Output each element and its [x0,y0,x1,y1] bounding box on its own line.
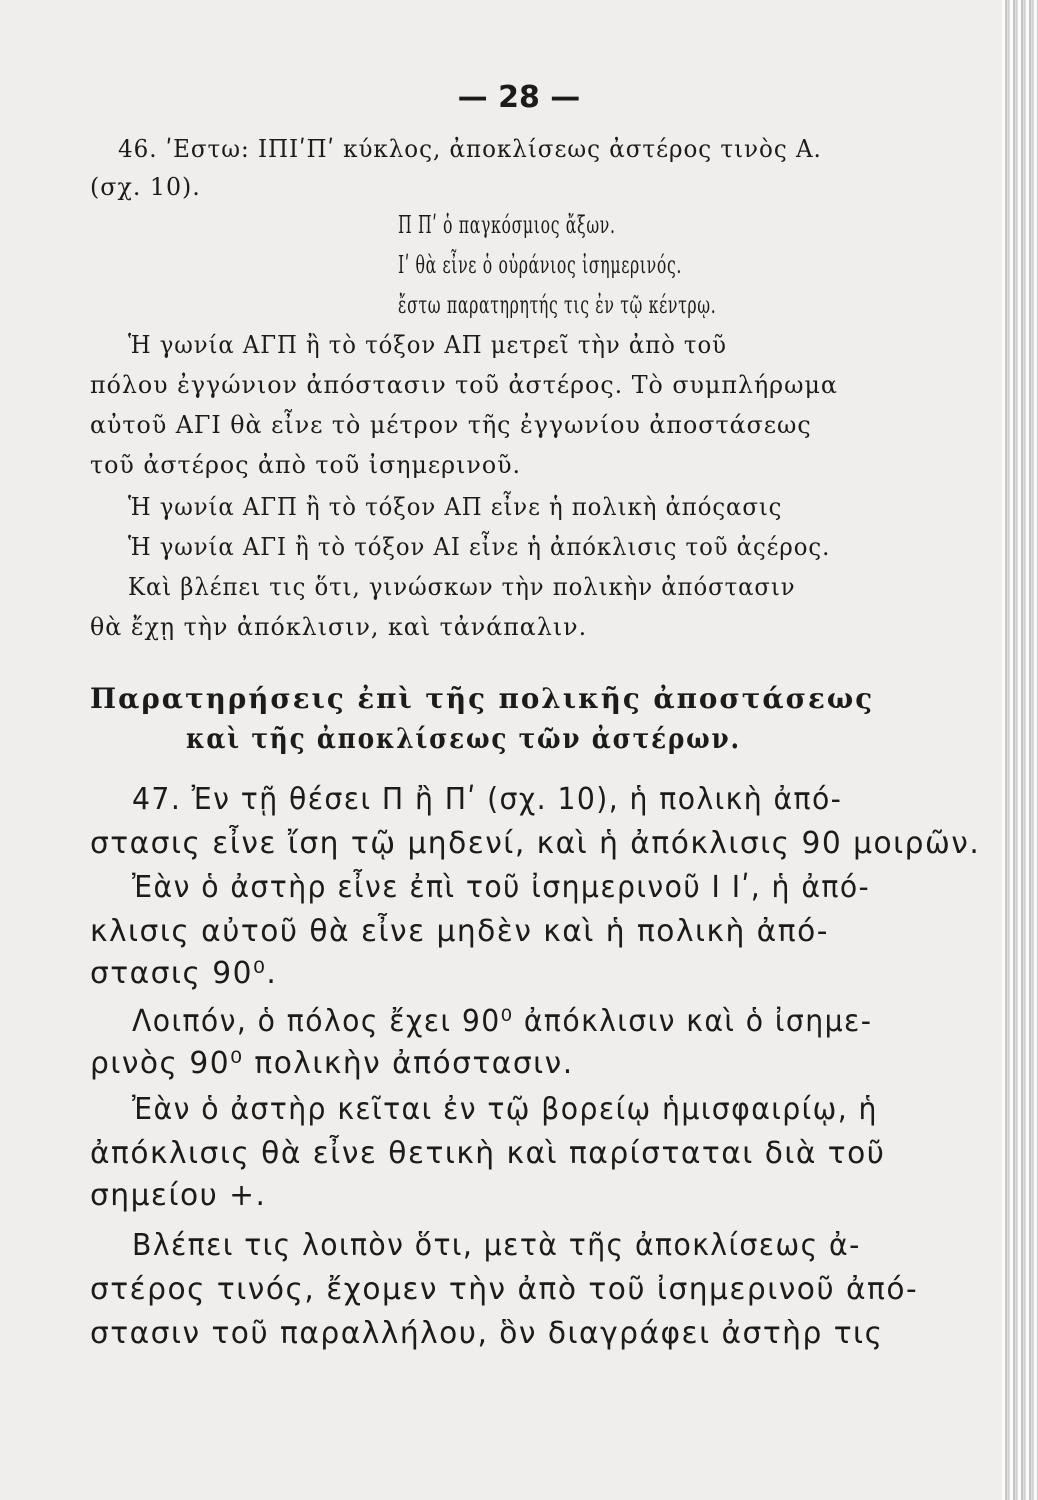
text-line: Ἡ γωνία ΑΓΠ ἢ τὸ τόξον ΑΠ εἶνε ἡ πολικὴ ἀπόςασις [128,493,783,521]
page-edge [1002,0,1038,1500]
text-line: Ἐὰν ὁ ἀστὴρ εἶνε ἐπὶ τοῦ ἰσημερινοῦ Ι Ιʹ, ἡ ἀπό- [132,870,871,905]
text-line: στασιν τοῦ παραλλήλου, ὃν διαγράφει ἀστὴρ τις [90,1316,884,1351]
text-line: Ἡ γωνία ΑΓΠ ἢ τὸ τόξον ΑΠ μετρεῖ τὴν ἀπὸ τοῦ [128,331,727,359]
text-line: θὰ ἔχῃ τὴν ἀπόκλισιν, καὶ τἀνάπαλιν. [90,613,588,641]
text-line: ρινὸς 90⁰ πολικὴν ἀπόστασιν. [90,1046,574,1081]
text-line: Καὶ βλέπει τις ὅτι, γινώσκων τὴν πολικὴν ἀπόστασιν [128,573,796,601]
text-line: σημείου +. [90,1178,267,1213]
section-heading-line-1: Παρατηρήσεις ἐπὶ τῆς πολικῆς ἀποστάσεως [90,682,875,715]
page-number: — 28 — [457,80,581,115]
text-line: Βλέπει τις λοιπὸν ὅτι, μετὰ τῆς ἀποκλίσεως ἀ- [132,1228,861,1263]
text-line: στασις εἶνε ἴση τῷ μηδενί, καὶ ἡ ἀπόκλισις 90 μοιρῶν. [90,826,981,861]
text-line: 46. ʹΕστω: ΙΠΙʹΠʹ κύκλος, ἀποκλίσεως ἀστέρος τινὸς Α. [118,135,822,163]
text-line: (σχ. 10). [90,173,201,201]
text-line: τοῦ ἀστέρος ἀπὸ τοῦ ἰσημερινοῦ. [90,451,522,479]
text-line: αὐτοῦ ΑΓΙ θὰ εἶνε τὸ μέτρον τῆς ἐγγωνίου ἀποστάσεως [90,411,812,439]
text-line: Ἡ γωνία ΑΓΙ ἢ τὸ τόξον ΑΙ εἶνε ἡ ἀπόκλισις τοῦ ἀςέρος. [128,533,831,561]
text-line: ἔστω παρατηρητής τις ἐν τῷ κέντρῳ. [398,291,717,319]
text-line: ἀπόκλισις θὰ εἶνε θετικὴ καὶ παρίσταται διὰ τοῦ [90,1136,886,1171]
text-line: Λοιπόν, ὁ πόλος ἔχει 90⁰ ἀπόκλισιν καὶ ὁ ἰσημε- [132,1004,873,1039]
text-line: Ἐὰν ὁ ἀστὴρ κεῖται ἐν τῷ βορείῳ ἡμισφαιρίῳ, ἡ [132,1092,878,1127]
section-heading-line-2: καὶ τῆς ἀποκλίσεως τῶν ἀστέρων. [186,722,741,755]
text-line: Ιʹ θὰ εἶνε ὁ οὐράνιος ἰσημερινός. [398,251,683,279]
text-line: κλισις αὐτοῦ θὰ εἶνε μηδὲν καὶ ἡ πολικὴ ἀπό- [90,914,829,949]
text-line: Π Πʹ ὁ παγκόσμιος ἄξων. [398,211,616,239]
text-line: 47. Ἐν τῇ θέσει Π ἢ Πʹ (σχ. 10), ἡ πολικὴ ἀπό- [132,782,843,817]
text-line: πόλου ἐγγώνιον ἀπόστασιν τοῦ ἀστέρος. Τὸ συμπλήρωμα [90,371,838,399]
text-line: στασις 90⁰. [90,956,278,991]
text-line: στέρος τινός, ἔχομεν τὴν ἀπὸ τοῦ ἰσημερινοῦ ἀπό- [90,1272,919,1307]
